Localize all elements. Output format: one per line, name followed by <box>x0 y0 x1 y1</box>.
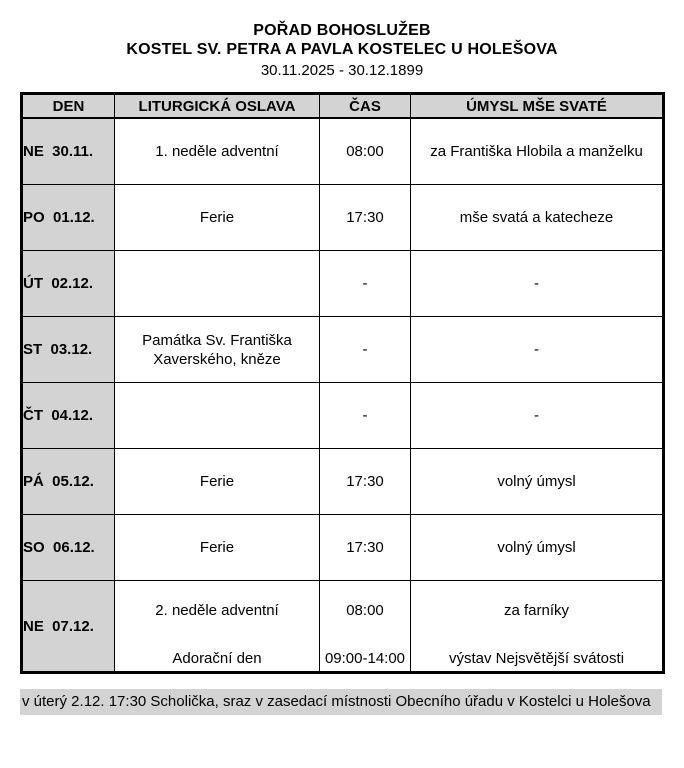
intention-text: - <box>534 407 539 424</box>
celebration-cell <box>115 581 320 673</box>
date-range: 30.11.2025 - 30.12.1899 <box>260 62 424 79</box>
time-cell <box>320 185 411 251</box>
celebration-text: 2. neděle adventní <box>155 602 279 619</box>
table-header-row <box>22 94 664 119</box>
day-cell: ČT 04.12. <box>22 383 115 449</box>
time-text: - <box>362 341 368 358</box>
celebration-text: 1. neděle adventní <box>155 143 279 160</box>
celebration-text: Ferie <box>199 209 235 226</box>
celebration-cell <box>115 118 320 185</box>
celebration-cell <box>115 383 320 449</box>
celebration-text: Památka Sv. Františka Xaverského, kněze <box>142 331 292 368</box>
header-day: DEN <box>22 94 115 119</box>
intention-text: mše svatá a katecheze <box>459 209 614 226</box>
intention-cell <box>411 449 664 515</box>
table-row <box>22 515 664 581</box>
time-text: 09:00-14:00 <box>324 650 406 667</box>
intention-text: volný úmysl <box>497 539 576 556</box>
time-cell <box>320 383 411 449</box>
intention-text: za Františka Hlobila a manželku <box>430 143 643 160</box>
intention-text: výstav Nejsvětější svátosti <box>448 650 625 667</box>
day-cell: ÚT 02.12. <box>22 251 115 317</box>
intention-cell <box>411 515 664 581</box>
celebration-cell <box>115 185 320 251</box>
table-row <box>22 251 664 317</box>
day-cell: SO 06.12. <box>22 515 115 581</box>
celebration-cell <box>115 317 320 383</box>
intention-cell <box>411 185 664 251</box>
time-cell <box>320 515 411 581</box>
day-cell: PÁ 05.12. <box>22 449 115 515</box>
time-text: 17:30 <box>346 473 384 490</box>
footer-note: v úterý 2.12. 17:30 Scholička, sraz v zasedací místnosti Obecního úřadu v Kostelci u Holešova <box>20 689 662 715</box>
celebration-cell <box>115 251 320 317</box>
time-text: 08:00 <box>346 143 384 160</box>
time-text: 17:30 <box>346 209 384 226</box>
intention-text: volný úmysl <box>497 473 576 490</box>
time-text: - <box>362 275 368 292</box>
table-row <box>22 118 664 185</box>
intention-text: - <box>534 275 539 292</box>
header-time: ČAS <box>320 94 411 119</box>
time-cell <box>320 317 411 383</box>
intention-cell <box>411 251 664 317</box>
church-name: KOSTEL SV. PETRA A PAVLA KOSTELEC U HOLEŠOVA <box>126 41 558 58</box>
table-row <box>22 449 664 515</box>
time-cell <box>320 251 411 317</box>
celebration-text: Ferie <box>199 539 235 556</box>
table-row <box>22 581 664 673</box>
header-intention: ÚMYSL MŠE SVATÉ <box>411 94 664 119</box>
intention-cell <box>411 317 664 383</box>
celebration-cell <box>115 449 320 515</box>
header-celebration: LITURGICKÁ OSLAVA <box>115 94 320 119</box>
time-text: 17:30 <box>346 539 384 556</box>
page-title: POŘAD BOHOSLUŽEB <box>253 22 431 39</box>
day-cell: ST 03.12. <box>22 317 115 383</box>
schedule-table <box>20 92 665 674</box>
intention-cell <box>411 581 664 673</box>
day-cell: PO 01.12. <box>22 185 115 251</box>
celebration-text: Ferie <box>199 473 235 490</box>
table-row <box>22 185 664 251</box>
schedule-body <box>22 118 664 673</box>
intention-cell <box>411 118 664 185</box>
intention-text: - <box>534 341 539 358</box>
table-row <box>22 383 664 449</box>
intention-text: za farníky <box>503 602 570 619</box>
time-cell <box>320 449 411 515</box>
celebration-cell <box>115 515 320 581</box>
time-cell <box>320 118 411 185</box>
table-row <box>22 317 664 383</box>
time-text: - <box>362 407 368 424</box>
title-block <box>0 0 684 81</box>
day-cell: NE 30.11. <box>22 118 115 185</box>
time-text: 08:00 <box>346 602 384 619</box>
celebration-text: Adorační den <box>172 650 262 667</box>
day-cell: NE 07.12. <box>22 581 115 673</box>
intention-cell <box>411 383 664 449</box>
time-cell <box>320 581 411 673</box>
